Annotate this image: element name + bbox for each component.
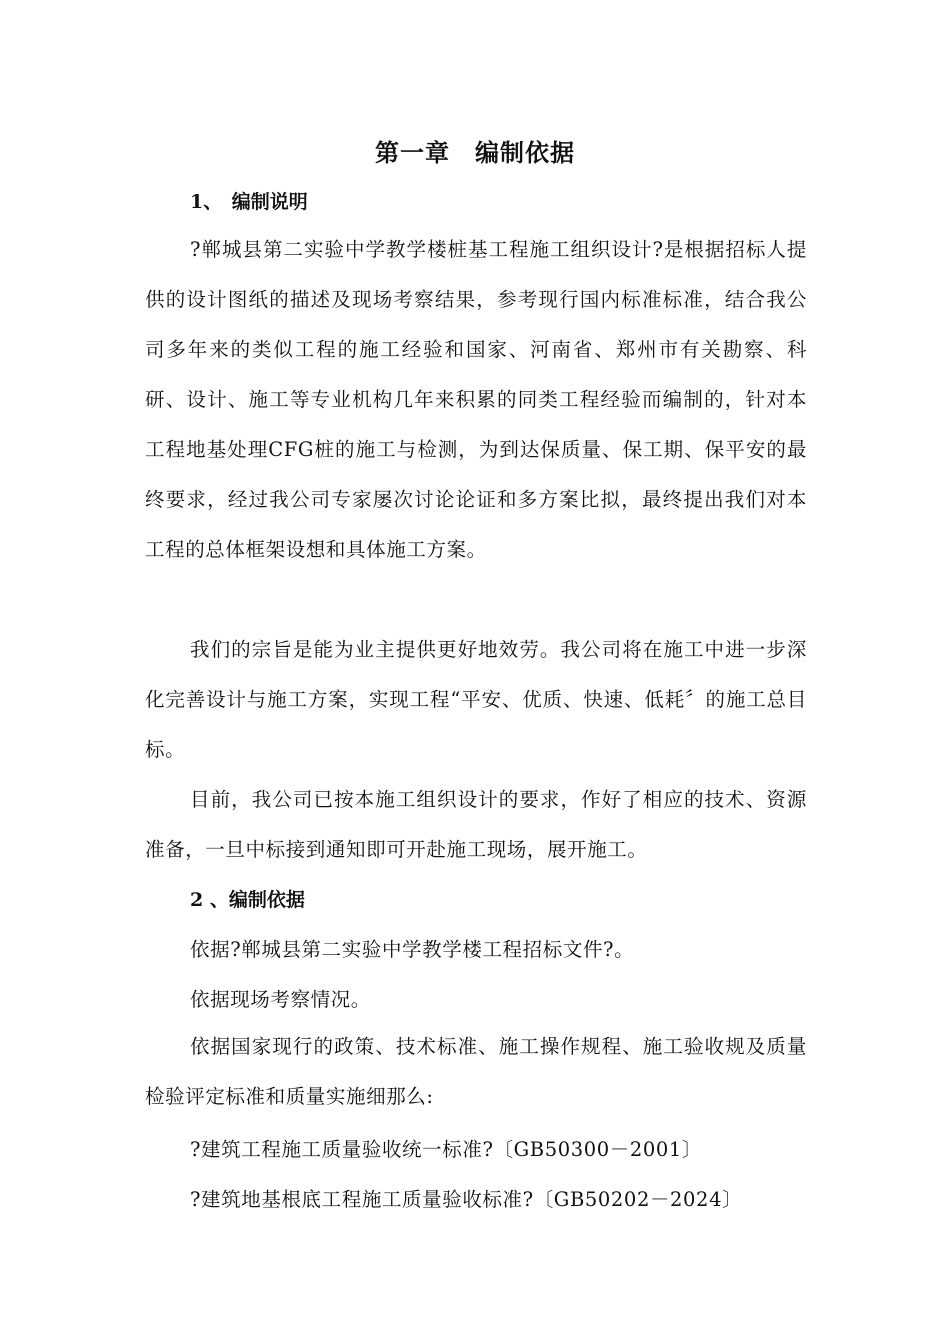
basis-item-site: 依据现场考察情况。 xyxy=(190,988,371,1011)
basis-item-standards: 依据国家现行的政策、技术标准、施工操作规程、施工验收规及质量检验评定标准和质量实施细那么: xyxy=(145,1035,807,1108)
section-heading-2: 2 、编制依据 xyxy=(190,889,305,911)
section-heading-1: 1、 编制说明 xyxy=(190,191,308,213)
basis-item-tender: 依据?郸城县第二实验中学教学楼工程招标文件?。 xyxy=(190,938,635,961)
standard-item-gb50300: ?建筑工程施工质量验收统一标准?〔GB50300－2001〕 xyxy=(190,1138,702,1161)
standard-item-gb50202: ?建筑地基根底工程施工质量验收标准?〔GB50202－2024〕 xyxy=(190,1188,743,1211)
paragraph-description: ?郸城县第二实验中学教学楼桩基工程施工组织设计?是根据招标人提供的设计图纸的描述及现场考察结果，参考现行国内标准标准，结合我公司多年来的类似工程的施工经验和国家、河南省、郑州市有关勘察、科研、设计、施工等专业机构几年来积累的同类工程经验而编制的，针对本工程地基处理CFG桩的施工与检测，为到达保质量、保工期、保平安的最终要求，经过我公司专家屡次讨论论证和多方案比拟，最终提出我们对本工程的总体框架设想和具体施工方案。 xyxy=(145,238,807,561)
paragraph-status: 目前，我公司已按本施工组织设计的要求，作好了相应的技术、资源准备，一旦中标接到通知即可开赴施工现场，展开施工。 xyxy=(145,788,807,861)
chapter-title: 第一章 编制依据 xyxy=(375,138,575,167)
paragraph-purpose: 我们的宗旨是能为业主提供更好地效劳。我公司将在施工中进一步深化完善设计与施工方案，实现工程“平安、优质、快速、低耗〞的施工总目标。 xyxy=(145,638,807,761)
